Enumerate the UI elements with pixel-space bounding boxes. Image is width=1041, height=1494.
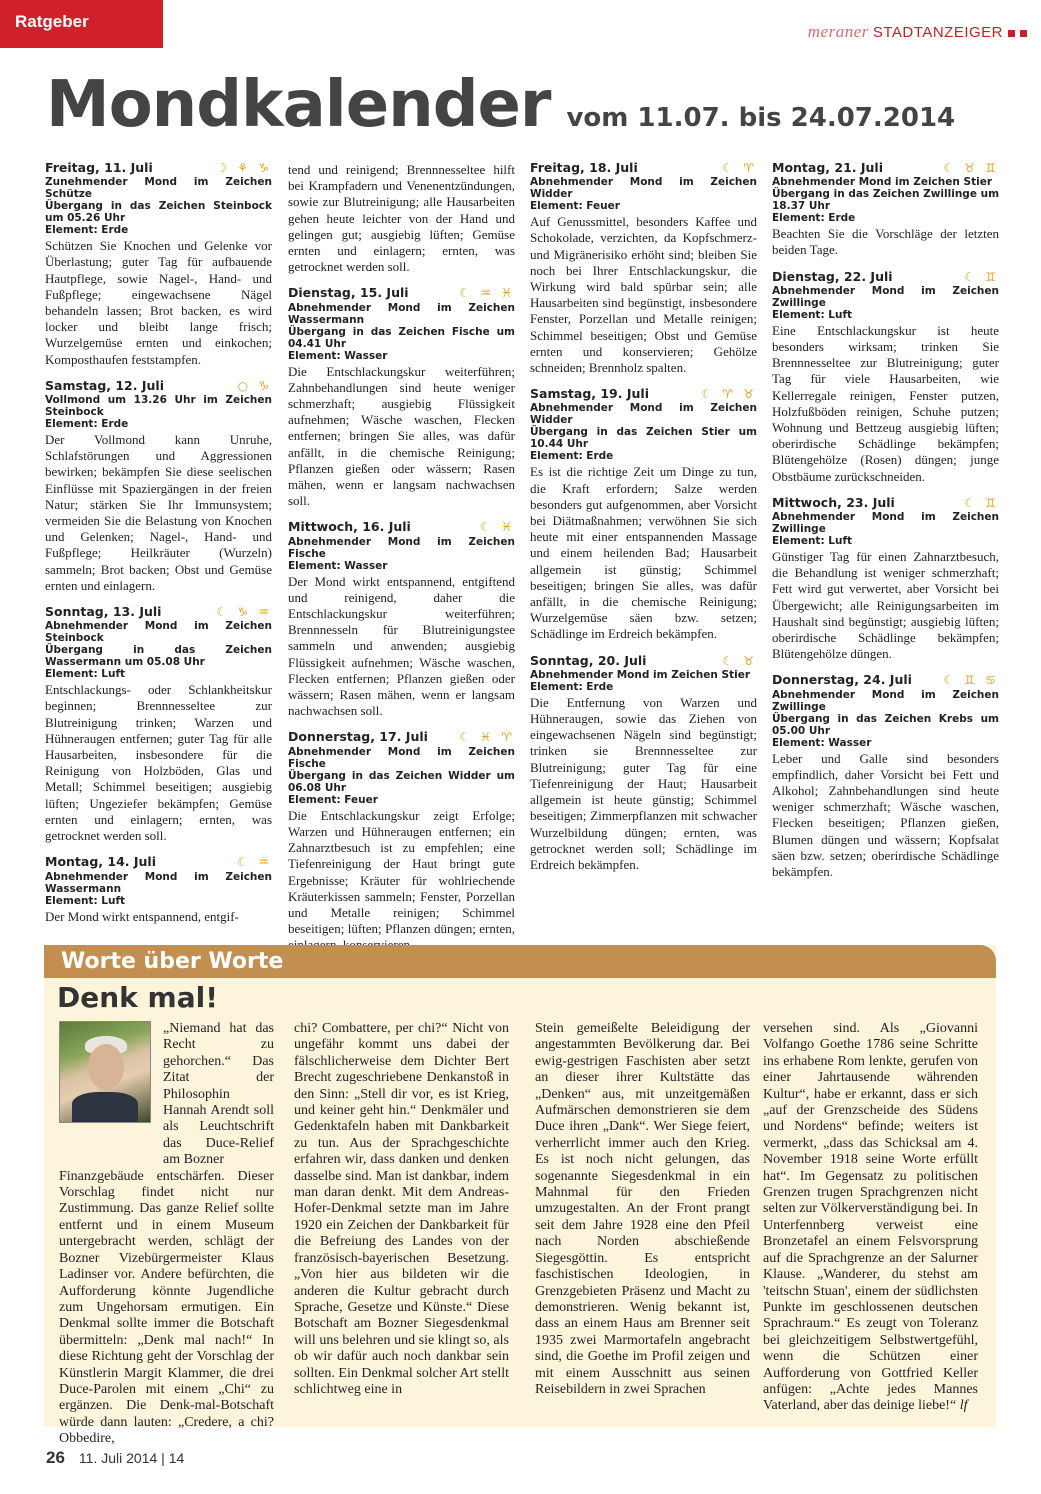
moon-info: Abnehmender Mond im Zeichen Zwillinge: [772, 688, 999, 713]
day-date: Mittwoch, 23. Juli ☾ ♊: [772, 494, 999, 510]
moon-info: Vollmond um 13.26 Uhr im Zeichen Steinbock: [45, 394, 272, 419]
moon-info: Übergang in das Zeichen Zwillinge um 18.37 Uhr: [772, 188, 1000, 213]
moon-info: Abnehmender Mond im Zeichen Stier: [530, 668, 750, 681]
brand-script: meraner: [807, 22, 869, 41]
moon-sign-icon: ☽ ⚘ ♑: [216, 161, 272, 175]
moon-info: Abnehmender Mond im Zeichen Steinbock: [45, 620, 272, 645]
day-date: Sonntag, 20. Juli ☾ ♉: [530, 652, 757, 668]
column-box: [44, 945, 996, 1447]
day-entry: [772, 672, 999, 880]
signature: lf: [959, 1398, 968, 1414]
top-bar: [0, 0, 1041, 48]
moon-info: Abnehmender Mond im Zeichen Widder: [530, 402, 757, 427]
day-entry: [288, 285, 515, 509]
page-title: [46, 68, 1006, 142]
day-entry: [772, 160, 999, 259]
moon-info: Element: Erde: [772, 212, 856, 225]
day-entry: [772, 269, 999, 485]
moon-info: Übergang in das Zeichen Steinbock um 05.26 Uhr: [45, 200, 272, 225]
day-date: Samstag, 12. Juli ○ ♑: [45, 377, 272, 393]
article-column-2: chi? Combattere, per chi?“ Nicht von ungefähr kommt uns dabei der fälschlicherweise dem Dichter Bert Brecht zugeschriebene Denkanstoß in den Sinn: „Stell dir vor, es ist Krieg, und keiner geht hin.“ Denkmäler und Gedenktafeln haben mit Dankbarkeit zu tun. Aus der Sprachgeschichte erfahren wir, dass danken und denken dasselbe sind. Man ist dankbar, indem man daran denkt. Mit dem Andreas-Hofer-Denkmal setzte man im Jahre 1920 ein Zeichen der Dankbarkeit für die Befreiung des Landes von der französisch-bayerischen Besetzung. „Von hier aus bildeten wir die anderen die Kultur gebracht durch Sprache, Gesetze und Künste.“ Diese Botschaft am Bozner Siegesdenkmal will uns belehren und sie klingt so, als ob wir dafür auch noch dankbar sein sollten. Ein Denkmal solcher Art stellt schlichtweg eine in: [294, 1021, 509, 1397]
calendar-column-2: [288, 160, 515, 964]
day-date: Donnerstag, 24. Juli ☾ ♊ ♋: [772, 672, 999, 688]
day-entry: [45, 604, 272, 844]
day-date: Montag, 21. Juli ☾ ♉ ♊: [772, 160, 999, 175]
moon-sign-icon: ☾ ♈ ♉: [701, 387, 757, 402]
body-text: Finanzgebäude entschärfen. Dieser Vorschlag findet nicht nur Zustimmung. Das ganze Relief sollte entfernt und in einem Museum untergebracht werden, schlägt der Bozner Vizebürgermeister Klaus Ladinser vor. Andere befürchten, die Aufforderung könnte Jugendliche zum Ungehorsam ermutigen. Ein Denkmal sollte immer die Botschaft übermitteln: „Denk mal nach!“ In diese Richtung geht der Vorschlag der Künstlerin Margit Klammer, die drei Duce-Parolen mit einem „Chi“ zu ergänzen. Die Denk-mal-Botschaft würde dann lauten: „Credere, a chi? Obbedire,: [59, 1168, 274, 1447]
moon-info: Übergang in das Zeichen Fische um 04.41 Uhr: [288, 325, 515, 350]
day-entry: [288, 729, 515, 953]
moon-info: Abnehmender Mond im Zeichen Wassermann: [45, 870, 272, 895]
article-column-1: [59, 1021, 274, 1448]
day-entry: [530, 160, 757, 376]
day-date: Freitag, 11. Juli ☽ ⚘ ♑: [45, 160, 272, 175]
day-advice: Der Mond wirkt entspannend, entgiftend und reinigend, daher die Entschlackungskur weiterführen; Brennnesseln für Blutreinigungstee sammeln und anwenden; ausgiebig Flüssigkeit aufnehmen; Wäsche waschen, Flecken entfernen; Pflanzen gießen oder wässern; Rasen mähen, wenn er langsam nachwachsen soll.: [288, 573, 515, 719]
calendar-column-1: [45, 160, 272, 935]
moon-info: Element: Feuer: [530, 200, 620, 213]
moon-info: Abnehmender Mond im Zeichen Fische: [288, 535, 515, 560]
day-date: Dienstag, 15. Juli ☾ ♒ ♓: [288, 285, 515, 301]
day-date: Mittwoch, 16. Juli ☾ ♓: [288, 519, 515, 535]
moon-info: Übergang in das Zeichen Wassermann um 05.08 Uhr: [45, 644, 272, 669]
moon-info: Element: Erde: [45, 224, 129, 237]
calendar-column-3: [530, 160, 757, 883]
day-advice: Beachten Sie die Vorschläge der letzten beiden Tage.: [772, 226, 999, 258]
page-number: 26: [46, 1448, 65, 1467]
issue-info: 11. Juli 2014 | 14: [78, 1450, 185, 1466]
day-entry: [530, 653, 757, 873]
day-advice: Es ist die richtige Zeit um Dinge zu tun, die Kraft erfordern; Salze werden besonders gut aufgenommen, aber Vorsicht bei Diätmaßnahmen; verwöhnen Sie sich heute mit einer entspannenden Massage und einem heilenden Bad; Hausarbeit allgemein ist günstig; Schimmel beseitigen; bringen Sie alles, was dafür anfällt, in die chemische Reinigung; Wurzelgemüse säen bzw. setzen; Schädlinge im Erdreich bekämpfen.: [530, 464, 757, 642]
day-entry: [288, 162, 515, 275]
day-date: Dienstag, 22. Juli ☾ ♊: [772, 268, 999, 284]
moon-info: Element: Wasser: [288, 349, 388, 362]
section-label: Ratgeber: [0, 0, 163, 48]
moon-info: Abnehmender Mond im Zeichen Zwillinge: [772, 511, 999, 536]
moon-info: Abnehmender Mond im Zeichen Wassermann: [288, 301, 515, 326]
moon-info: Übergang in das Zeichen Krebs um 05.00 Uhr: [772, 712, 999, 737]
moon-info: Element: Erde: [45, 418, 129, 431]
moon-info: Element: Wasser: [288, 559, 388, 572]
moon-sign-icon: ☾ ♊: [964, 495, 999, 510]
body-text: versehen sind. Als „Giovanni Volfango Goethe 1786 seine Schritte ins erhabene Rom lenkte, gerufen von einer Jahrtausende währenden Kultur“, habe er erkannt, dass er sich „auf der Grenzscheide des Südens und Nordens“ befinde; weiters ist vermerkt, „dass das Schicksal am 4. November 1918 seine Worte erfüllt hat“. Im Gegensatz zu politischen Grenzen trugen Sprachgrenzen nicht selten zur Völkerverständigung bei. In Unterfennberg verweist eine Bronzetafel an einem Felsvorsprung auf die Sprachgrenze an der Salurner Klause. „Wanderer, du stehst am 'teitschn Stuan', einem der südlichsten Punkte im geschlossenen deutschen Sprachraum.“ Es zeugt von Toleranz bei gleichzeitigem Selbstwertgefühl, wenn die Schützen einer Aufforderung von Gottfried Keller anfügen: „Achte jedes Mannes Vaterland, aber das deinige liebe!“: [763, 1021, 978, 1414]
moon-sign-icon: ☾ ♉ ♊: [943, 161, 999, 175]
moon-info: Übergang in das Zeichen Stier um 10.44 Uhr: [530, 426, 757, 451]
moon-sign-icon: ☾ ♒ ♓: [459, 286, 515, 301]
article-column-3: Stein gemeißelte Beleidigung der angestammten Bevölkerung dar. Bei ewig-gestrigen Faschisten aber setzt an dieser ihrer Kultstätte das „Denken“ aus, mit unzeitgemäßen Aufmärschen demonstrieren sie dem Duce ihren „Dank“. Wer Siege feiert, verherrlicht immer auch den Krieg. Es ist noch nicht gelungen, das sogenannte Siegesdenkmal in ein Mahnmal für den Frieden umzugestalten. An der Front prangt seit dem Jahre 1928 eine den Pfeil nach Norden abschießende Siegesgöttin. Es entspricht faschistischen Ideologien, in Grenzgebieten Präsenz und Macht zu demonstrieren. Wenig bekannt ist, dass an einem Haus am Brenner seit 1935 zwei Marmortafeln angebracht sind, die Goethe im Profil zeigen und mit einem Ausschnitt aus seinen Reisebildern in zwei Sprachen: [535, 1021, 750, 1397]
page-footer: [46, 1448, 184, 1468]
moon-info: Element: Wasser: [772, 736, 872, 749]
moon-sign-icon: ☾ ♈: [722, 161, 757, 175]
day-advice: Der Mond wirkt entspannend, entgif-: [45, 908, 239, 924]
day-advice: Die Entfernung von Warzen und Hühneraugen, sowie das Ziehen von eingewachsenen Nägeln sind begünstigt; trinken sie Brennnesseltee zur Blutreinigung; guter Tag für eine Tiefenreinigung der Haut; Hausarbeit allgemein ist heute günstig; Schimmel beseitigen; Zimmerpflanzen mit schwacher Wurzelbildung düngen; ernten, was getrocknet werden soll; Schädlinge im Erdreich bekämpfen.: [530, 694, 757, 872]
moon-info: Übergang in das Zeichen Widder um 06.08 Uhr: [288, 769, 515, 794]
title-sub: vom 11.07. bis 24.07.2014: [566, 103, 956, 133]
moon-sign-icon: ☾ ♓: [480, 520, 515, 535]
moon-info: Abnehmender Mond im Zeichen Stier: [772, 176, 992, 189]
day-advice: Entschlackungs- oder Schlankheitskur beginnen; Brennnesseltee zur Blutreinigung trinken; Warzen und Hühneraugen entfernen; guter Tag für alle Hausarbeiten, insbesondere für die Reinigung von Holzböden, Glas und Metall; Schimmel beseitigen; ausgiebig lüften; Ungeziefer bekämpfen; Gemüse ernten und einlagern; ernten, was getrocknet werden soll.: [45, 682, 272, 844]
day-advice: Auf Genussmittel, besonders Kaffee und Schokolade, verzichten, da Kopfschmerz- und Migränerisiko erhöht sind; bleiben Sie noch bei Ihrer Entschlackungskur, die Wirkung wird bald spürbar sein; alle Hausarbeiten sind begünstigt, insbesondere Fenster, Porzellan und Metalle reinigen; Schimmel beseitigen; Obst und Gemüse ernten und konservieren; Gehölze schneiden; Brennholz spalten.: [530, 214, 757, 376]
day-advice: tend und reinigend; Brennnesseltee hilft bei Krampfadern und Venenentzündungen, sowie zur Blutreinigung; alle Hausarbeiten gehen heute leichter von der Hand und gelingen gut; ausgiebig lüften; Gemüse ernten und einlagern; ernten, was getrocknet werden soll.: [288, 162, 515, 275]
moon-info: Element: Luft: [45, 668, 126, 681]
brand-main: STADTANZEIGER: [872, 24, 1003, 41]
moon-info: Element: Erde: [530, 450, 614, 463]
day-date: Donnerstag, 17. Juli ☾ ♓ ♈: [288, 729, 515, 745]
title-main: Mondkalender: [46, 68, 551, 142]
moon-sign-icon: ☾ ♓ ♈: [459, 730, 515, 745]
column-title: Denk mal!: [57, 981, 218, 1014]
day-date: Montag, 14. Juli ☾ ♒: [45, 854, 272, 870]
day-entry: [45, 378, 272, 594]
day-entry: [288, 519, 515, 719]
moon-sign-icon: ○ ♑: [237, 378, 272, 393]
column-header: Worte über Worte: [44, 945, 996, 978]
day-advice: Der Vollmond kann Unruhe, Schlafstörungen und Aggressionen bewirken; bekämpfen Sie diese seelischen Einflüsse mit Spaziergängen in der freien Natur; stärken Sie Ihr Immunsystem; vermeiden Sie die Belastung von Knochen und Gelenken; Nagel-, Hand- und Fußpflege; Heilkräuter (Wurzeln) sammeln; Brot backen; Obst und Gemüse ernten und einlagern.: [45, 432, 272, 593]
moon-info: Abnehmender Mond im Zeichen Fische: [288, 745, 515, 770]
day-entry: [530, 386, 757, 642]
day-advice: Eine Entschlackungskur ist heute besonders wirksam; trinken Sie Brennnesseltee zur Blutreinigung; guter Tag für viele Hausarbeiten, wie Kellerregale reinigen, Fenster putzen, Holzfußböden reinigen, Schuhe putzen; Wohnung und Bettzeug ausgiebig lüften; oberirdische Schädlinge bekämpfen; Blütengehölze (Rosen) düngen; junge Obstbäume zurückschneiden.: [772, 322, 999, 484]
day-entry: [45, 854, 272, 924]
day-entry: [45, 160, 272, 368]
brand-logo: [808, 22, 1027, 42]
moon-sign-icon: ☾ ♊: [964, 269, 999, 284]
day-advice: Günstiger Tag für einen Zahnarztbesuch, die Behandlung ist weniger schmerzhaft; Fett wird gut verwertet, aber Vorsicht bei Übergewicht; alle Reinigungsarbeiten im Haushalt sind begünstigt; ausgiebig lüften; oberirdische Schädlinge bekämpfen; Blütengehölze düngen.: [772, 549, 999, 662]
moon-info: Element: Luft: [45, 894, 126, 907]
calendar-column-4: [772, 160, 999, 890]
moon-info: Abnehmender Mond im Zeichen Widder: [530, 176, 757, 201]
moon-sign-icon: ☾ ♉: [722, 653, 757, 668]
moon-info: Element: Feuer: [288, 793, 378, 806]
moon-info: Element: Luft: [772, 535, 853, 548]
day-date: Samstag, 19. Juli ☾ ♈ ♉: [530, 386, 757, 402]
moon-sign-icon: ☾ ♊ ♋: [943, 673, 999, 688]
day-advice: Die Entschlackungskur weiterführen; Zahnbehandlungen sind heute weniger schmerzhaft; ausgiebig Flüssigkeit aufnehmen; Wäsche waschen, Flecken entfernen; bringen Sie alles, was dafür anfällt, in die chemische Reinigung; Pflanzen gießen oder wässern; Rasen mähen, wenn er langsam nachwachsen soll.: [288, 363, 515, 509]
day-advice: Die Entschlackungskur zeigt Erfolge; Warzen und Hühneraugen entfernen; ein Zahnarztbesuch ist zu empfehlen; eine Tiefenreinigung der Haut bringt gute Ergebnisse; Kräuter für wohlriechende Kräuterkissen sammeln; Fenster, Porzellan und Metalle reinigen; Schimmel beseitigen; lüften; Pflanzen düngen; ernten,: [288, 807, 515, 937]
day-advice: Schützen Sie Knochen und Gelenke vor Überlastung; guter Tag für aufbauende Hautpflege, sowie Nagel-, Hand- und Fußpflege; eingewachsene Nägel behandeln lassen; Brot backen, es wird locker und bleibt lange frisch; Wurzelgemüse ernten und einkochen; Komposthaufen feststampfen.: [45, 238, 272, 367]
day-date: Sonntag, 13. Juli ☾ ♑ ♒: [45, 604, 272, 620]
moon-sign-icon: ☾ ♒: [237, 855, 272, 870]
day-entry: [772, 495, 999, 663]
moon-info: Element: Luft: [772, 308, 853, 321]
moon-info: Abnehmender Mond im Zeichen Zwillinge: [772, 284, 999, 309]
moon-info: Zunehmender Mond im Zeichen Schütze: [45, 176, 272, 201]
day-date: Freitag, 18. Juli ☾ ♈: [530, 160, 757, 175]
day-advice: Leber und Galle sind besonders empfindlich, daher Vorsicht bei Fett und Alkohol; Zahnbehandlungen sind heute weniger schmerzhaft; Wäsche waschen, Flecken beseitigen; Pflanzen gießen, Blumen düngen und wässern; Kopfsalat säen bzw. setzen; oberirdische Schädlinge bekämpfen.: [772, 750, 999, 880]
intro-text: „Niemand hat das Recht zu gehorchen.“ Das Zitat der Philosophin Hannah Arendt soll als Leuchtschrift das Duce-Relief am Bozner: [163, 1021, 274, 1168]
article-column-4: [763, 1021, 978, 1415]
moon-sign-icon: ☾ ♑ ♒: [216, 605, 272, 620]
moon-info: Element: Erde: [530, 680, 614, 693]
